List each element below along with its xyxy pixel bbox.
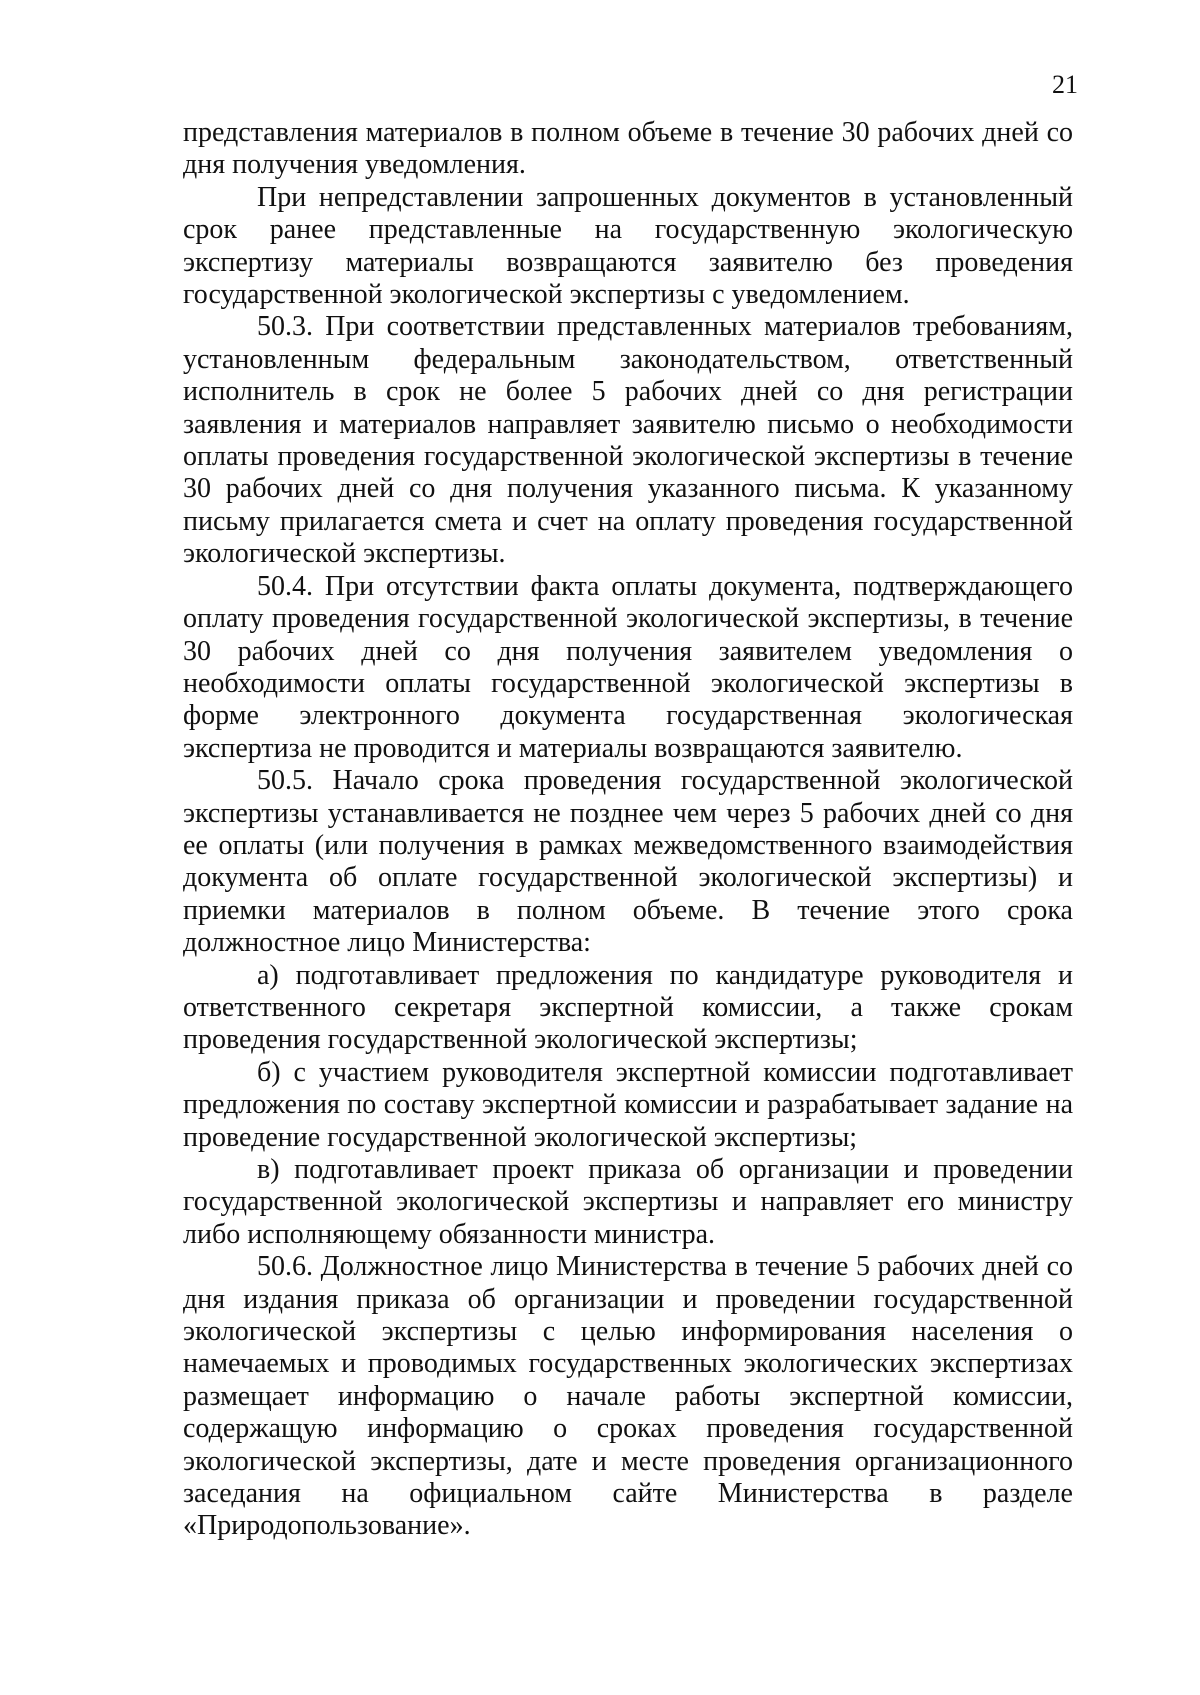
paragraph-50-4: 50.4. При отсутствии факта оплаты документа, подтверждающего оплату проведения государственной экологической экспертизы, в течение 30 рабочих дней со дня получения заявителем уведомления о необходимости оплаты государственной экологической экспертизы в форме электронного документа государственная экологическая экспертиза не проводится и материалы возвращаются заявителю. xyxy=(183,570,1073,764)
paragraph-non-submission: При непредставлении запрошенных документов в установленный срок ранее представленные на государственную экологическую экспертизу материалы возвращаются заявителю без проведения государственной экологической экспертизы с уведомлением. xyxy=(183,181,1073,311)
document-body xyxy=(183,117,1073,1543)
page-number: 21 xyxy=(1052,70,1078,99)
paragraph-item-a: а) подготавливает предложения по кандидатуре руководителя и ответственного секретаря экспертной комиссии, а также срокам проведения государственной экологической экспертизы; xyxy=(183,959,1073,1056)
paragraph-continuation: представления материалов в полном объеме в течение 30 рабочих дней со дня получения уведомления. xyxy=(183,117,1073,181)
paragraph-item-b: б) с участием руководителя экспертной комиссии подготавливает предложения по составу экспертной комиссии и разрабатывает задание на проведение государственной экологической экспертизы; xyxy=(183,1056,1073,1153)
paragraph-item-v: в) подготавливает проект приказа об организации и проведении государственной экологической экспертизы и направляет его министру либо исполняющему обязанности министра. xyxy=(183,1154,1073,1250)
paragraph-50-5: 50.5. Начало срока проведения государственной экологической экспертизы устанавливается не позднее чем через 5 рабочих дней со дня ее оплаты (или получения в рамках межведомственного взаимодействия документа об оплате государственной экологической экспертизы) и приемки материалов в полном объеме. В течение этого срока должностное лицо Министерства: xyxy=(183,765,1073,959)
paragraph-50-3: 50.3. При соответствии представленных материалов требованиям, установленным федеральным законодательством, ответственный исполнитель в срок не более 5 рабочих дней со дня регистрации заявления и материалов направляет заявителю письмо о необходимости оплаты проведения государственной экологической экспертизы в течение 30 рабочих дней со дня получения указанного письма. К указанному письму прилагается смета и счет на оплату проведения государственной экологической экспертизы. xyxy=(183,311,1073,570)
paragraph-50-6: 50.6. Должностное лицо Министерства в течение 5 рабочих дней со дня издания приказа об организации и проведении государственной экологической экспертизы с целью информирования населения о намечаемых и проводимых государственных экологических экспертизах размещает информацию о начале работы экспертной комиссии, содержащую информацию о сроках проведения государственной экологической экспертизы, дате и месте проведения организационного заседания на официальном сайте Министерства в разделе «Природопользование». xyxy=(183,1251,1073,1542)
